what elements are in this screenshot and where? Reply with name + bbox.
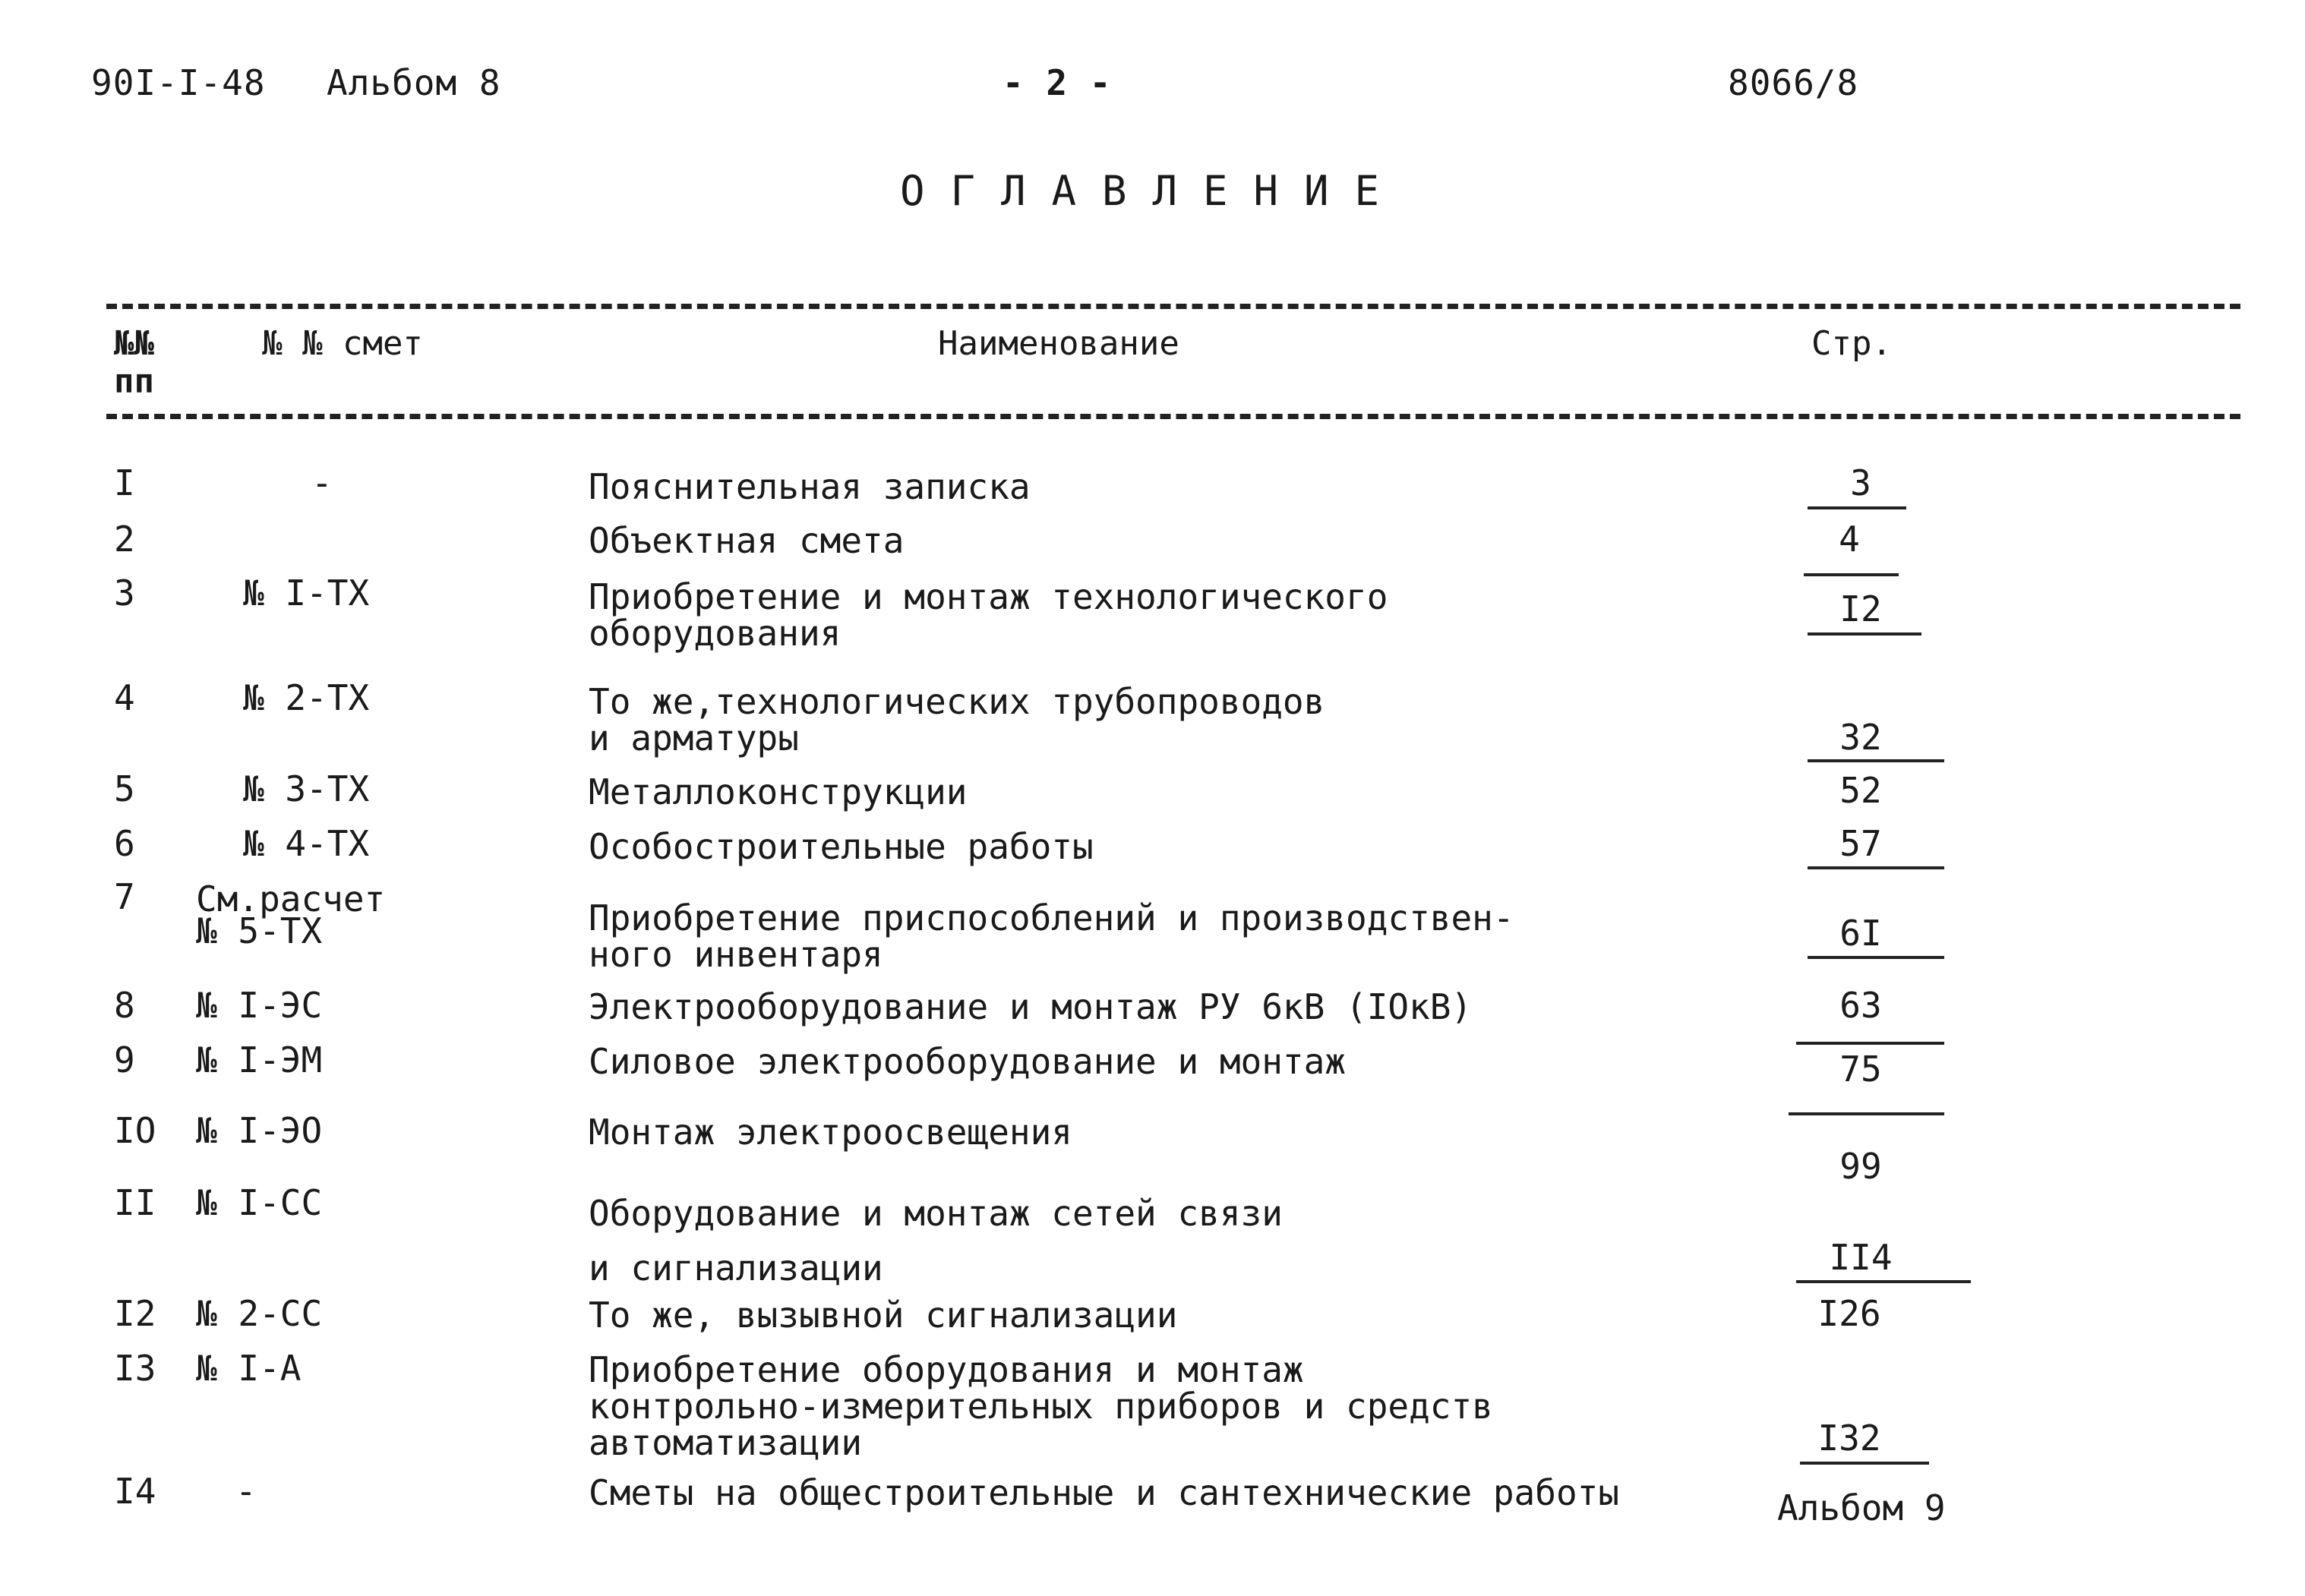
page-underline: [1808, 866, 1944, 869]
page-underline: [1808, 956, 1944, 959]
row-page: 75: [1839, 1049, 1882, 1090]
row-name: Электрооборудование и монтаж РУ 6кВ (IОкВ): [589, 986, 1473, 1027]
row-smeta: № I-ТХ: [243, 572, 370, 613]
column-header-num: №№ пп: [114, 324, 154, 401]
row-smeta: -: [235, 1471, 257, 1512]
row-name: Пояснительная записка: [589, 466, 1031, 507]
row-page: 6I: [1839, 913, 1882, 954]
row-smeta: № 2-СС: [196, 1293, 323, 1334]
row-num: 4: [114, 677, 135, 718]
row-page: I2: [1839, 588, 1882, 629]
row-smeta: № I-ЭС: [196, 985, 323, 1026]
page-underline: [1808, 759, 1944, 762]
row-name: Оборудование и монтаж сетей связи и сигнализации: [589, 1193, 1283, 1288]
row-num: II: [114, 1182, 156, 1223]
page-underline: [1800, 1462, 1929, 1465]
column-header-page: Стр.: [1811, 324, 1892, 363]
document-number: 8066/8: [1728, 62, 1859, 103]
row-smeta: См.расчет № 5-ТХ: [196, 878, 386, 951]
page-underline: [1804, 573, 1899, 576]
row-page: 32: [1839, 717, 1882, 758]
row-page: 52: [1839, 770, 1882, 811]
row-page: II4: [1829, 1237, 1893, 1278]
row-num: 8: [114, 985, 135, 1026]
page-underline: [1789, 1112, 1944, 1115]
row-smeta: № 4-ТХ: [243, 823, 370, 864]
row-num: I4: [114, 1471, 156, 1512]
row-smeta: № I-ЭМ: [196, 1039, 323, 1080]
row-num: 6: [114, 823, 135, 864]
column-header-name: Наименование: [938, 324, 1179, 363]
row-smeta: № 3-ТХ: [243, 768, 370, 809]
page-number: - 2 -: [1003, 62, 1112, 103]
page-underline: [1808, 506, 1906, 509]
page-underline: [1808, 632, 1921, 636]
row-num: 9: [114, 1039, 135, 1080]
album-label: Альбом 8: [327, 62, 501, 103]
row-page: 99: [1839, 1146, 1882, 1187]
row-name: Объектная смета: [589, 520, 905, 561]
row-num: 2: [114, 519, 135, 560]
row-name: То же,технологических трубопроводов и арматуры: [589, 681, 1325, 759]
row-name: Особостроительные работы: [589, 826, 1094, 867]
row-page: 4: [1839, 519, 1860, 560]
row-name: Силовое электрооборудование и монтаж: [589, 1041, 1346, 1082]
row-page: 3: [1850, 462, 1871, 503]
row-page: 57: [1839, 823, 1882, 864]
column-header-smeta: № № смет: [262, 324, 423, 363]
table-header-rule: [106, 414, 2240, 419]
row-name: Сметы на общестроительные и сантехнические работы: [589, 1472, 1620, 1513]
row-smeta: № 2-ТХ: [243, 677, 370, 718]
row-page: I26: [1817, 1293, 1881, 1334]
row-smeta: № I-А: [196, 1348, 302, 1389]
table-top-rule: [106, 304, 2240, 309]
row-num: 7: [114, 876, 135, 917]
row-name: Приобретение оборудования и монтаж контрольно-измерительных приборов и средств автоматизации: [589, 1349, 1493, 1463]
row-num: I2: [114, 1293, 156, 1334]
row-num: I: [114, 462, 135, 503]
row-name: То же, вызывной сигнализации: [589, 1295, 1178, 1336]
row-page: 63: [1839, 985, 1882, 1026]
row-name: Металлоконструкции: [589, 771, 968, 812]
row-name: Приобретение и монтаж технологического оборудования: [589, 576, 1388, 654]
page-underline: [1796, 1042, 1944, 1045]
row-page: I32: [1817, 1418, 1881, 1459]
document-code: 90I-I-48: [91, 62, 266, 103]
row-smeta: № I-ЭО: [196, 1110, 323, 1151]
row-num: 5: [114, 768, 135, 809]
row-smeta: -: [311, 462, 333, 503]
row-smeta: № I-СС: [196, 1182, 323, 1223]
row-name: Приобретение приспособлений и производствен- ного инвентаря: [589, 897, 1514, 975]
row-name: Монтаж электроосвещения: [589, 1112, 1072, 1153]
row-num: IO: [114, 1110, 156, 1151]
row-page: Альбом 9: [1777, 1487, 1946, 1528]
page-underline: [1796, 1280, 1971, 1283]
page-title: ОГЛАВЛЕНИЕ: [899, 167, 1406, 215]
row-num: I3: [114, 1348, 156, 1389]
row-num: 3: [114, 572, 135, 613]
